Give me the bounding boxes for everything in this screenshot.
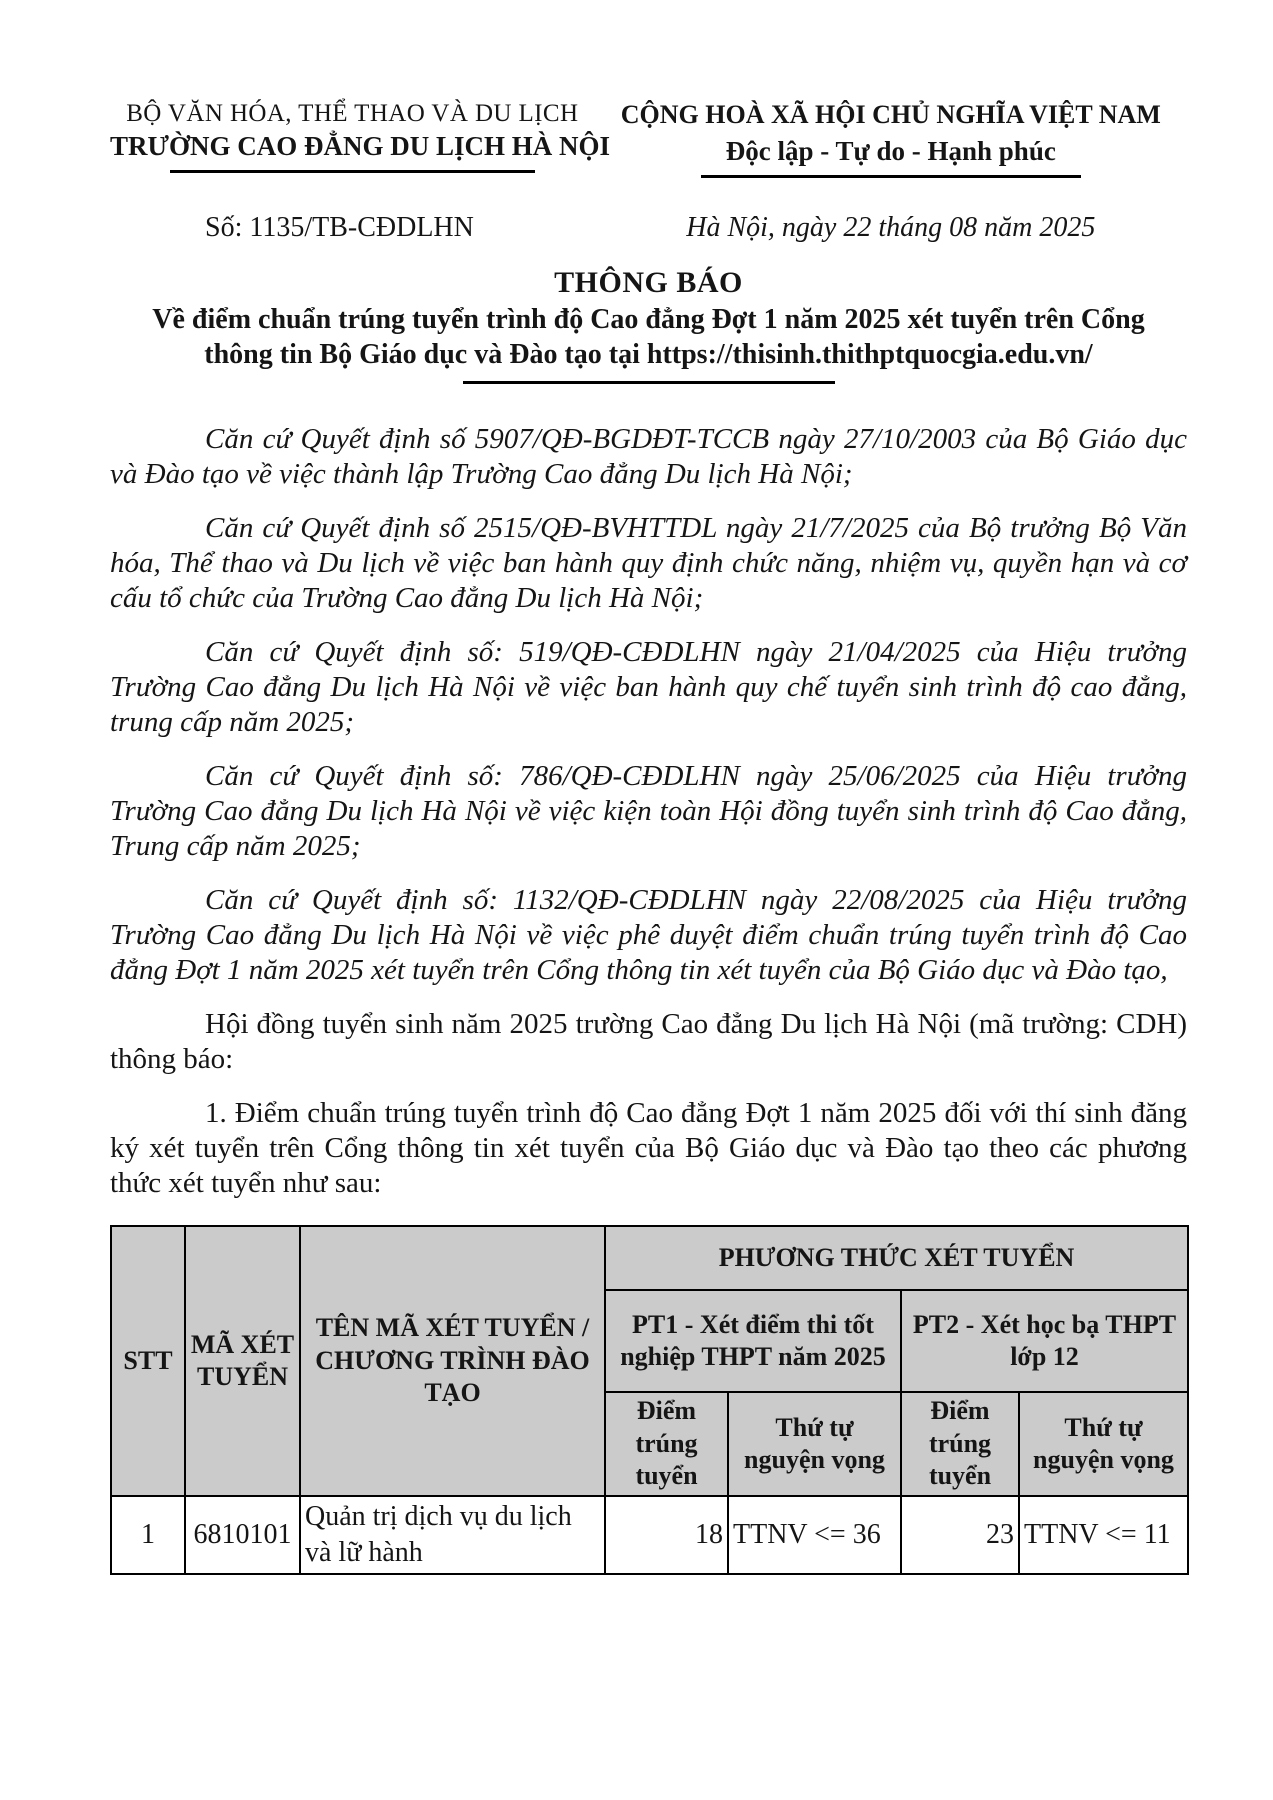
country-title: CỘNG HOÀ XÃ HỘI CHỦ NGHĨA VIỆT NAM: [620, 100, 1161, 129]
col-header-pt2: PT2 - Xét học bạ THPT lớp 12: [901, 1290, 1188, 1392]
document-subtitle-line1: Về điểm chuẩn trúng tuyển trình độ Cao đẳng Đợt 1 năm 2025 xét tuyển trên Cổng: [152, 304, 1145, 335]
issuing-agency-block: [110, 100, 611, 178]
school-name: TRƯỜNG CAO ĐẲNG DU LỊCH HÀ NỘI: [110, 131, 611, 161]
document-meta-row: [110, 212, 1187, 244]
title-underline: [463, 381, 835, 384]
col-header-ma-xet-tuyen: MÃ XÉT TUYỂN: [185, 1226, 300, 1496]
cell-program-name: Quản trị dịch vụ du lịch và lữ hành: [300, 1496, 605, 1574]
cell-pt1-score: 18: [605, 1496, 728, 1574]
col-header-pt1-thu-tu: Thứ tự nguyện vọng: [728, 1392, 901, 1496]
announcement-paragraph: Hội đồng tuyển sinh năm 2025 trường Cao đẳng Du lịch Hà Nội (mã trường: CDH) thông báo:: [110, 1008, 1187, 1076]
national-motto-block: [595, 100, 1187, 178]
citation-paragraph: Căn cứ Quyết định số 2515/QĐ-BVHTTDL ngày 21/7/2025 của Bộ trưởng Bộ Văn hóa, Thể thao và Du lịch về việc ban hành quy định chức năng, nhiệm vụ, quyền hạn và cơ cấu tổ chức của Trường Cao đẳng Du lịch Hà Nội;: [110, 512, 1187, 615]
ministry-name: BỘ VĂN HÓA, THỂ THAO VÀ DU LỊCH: [126, 100, 579, 127]
document-title: THÔNG BÁO: [554, 266, 743, 299]
cell-pt1-ttnv: TTNV <= 36: [728, 1496, 901, 1574]
citation-paragraph: Căn cứ Quyết định số: 1132/QĐ-CĐDLHN ngày 22/08/2025 của Hiệu trưởng Trường Cao đẳng Du lịch Hà Nội về việc phê duyệt điểm chuẩn trúng tuyển trình độ Cao đẳng Đợt 1 năm 2025 xét tuyển trên Cổng thông tin xét tuyển của Bộ Giáo dục và Đào tạo,: [110, 884, 1187, 987]
col-header-pt1-diem: Điểm trúng tuyển: [605, 1392, 728, 1496]
intro-paragraph: 1. Điểm chuẩn trúng tuyển trình độ Cao đẳng Đợt 1 năm 2025 đối với thí sinh đăng ký xét tuyển trên Cổng thông tin xét tuyển của Bộ Giáo dục và Đào tạo theo các phương thức xét tuyển như sau:: [110, 1097, 1187, 1200]
col-header-stt: STT: [111, 1226, 185, 1496]
col-header-pt2-diem: Điểm trúng tuyển: [901, 1392, 1019, 1496]
cell-pt2-ttnv: TTNV <= 11: [1019, 1496, 1188, 1574]
col-header-pt2-thu-tu: Thứ tự nguyện vọng: [1019, 1392, 1188, 1496]
document-subtitle-line2: thông tin Bộ Giáo dục và Đào tạo tại https://thisinh.thithptquocgia.edu.vn/: [204, 338, 1093, 370]
col-header-ten-ma: TÊN MÃ XÉT TUYỂN / CHƯƠNG TRÌNH ĐÀO TẠO: [300, 1226, 605, 1496]
cell-stt: 1: [111, 1496, 185, 1574]
cell-code: 6810101: [185, 1496, 300, 1574]
admission-score-table: [110, 1225, 1189, 1574]
document-subtitle: [110, 303, 1187, 372]
document-header: [110, 100, 1187, 178]
left-header-underline: [170, 170, 535, 173]
right-header-underline: [701, 175, 1081, 178]
citation-paragraph: Căn cứ Quyết định số: 519/QĐ-CĐDLHN ngày 21/04/2025 của Hiệu trưởng Trường Cao đẳng Du lịch Hà Nội về việc ban hành quy chế tuyển sinh trình độ cao đẳng, trung cấp năm 2025;: [110, 636, 1187, 739]
citation-paragraph: Căn cứ Quyết định số: 786/QĐ-CĐDLHN ngày 25/06/2025 của Hiệu trưởng Trường Cao đẳng Du lịch Hà Nội về việc kiện toàn Hội đồng tuyển sinh trình độ Cao đẳng, Trung cấp năm 2025;: [110, 760, 1187, 863]
col-header-pt1: PT1 - Xét điểm thi tốt nghiệp THPT năm 2025: [605, 1290, 901, 1392]
citation-paragraph: Căn cứ Quyết định số 5907/QĐ-BGDĐT-TCCB ngày 27/10/2003 của Bộ Giáo dục và Đào tạo về việc thành lập Trường Cao đẳng Du lịch Hà Nội;: [110, 423, 1187, 491]
table-header: [111, 1226, 1188, 1496]
title-block: [110, 266, 1187, 384]
place-and-date: Hà Nội, ngày 22 tháng 08 năm 2025: [686, 212, 1096, 243]
document-number: Số: 1135/TB-CĐDLHN: [205, 212, 474, 243]
col-header-phuong-thuc: PHƯƠNG THỨC XÉT TUYỂN: [605, 1226, 1188, 1290]
national-motto: Độc lập - Tự do - Hạnh phúc: [725, 136, 1056, 166]
table-row: [111, 1496, 1188, 1574]
cell-pt2-score: 23: [901, 1496, 1019, 1574]
document-body: [110, 422, 1187, 1201]
